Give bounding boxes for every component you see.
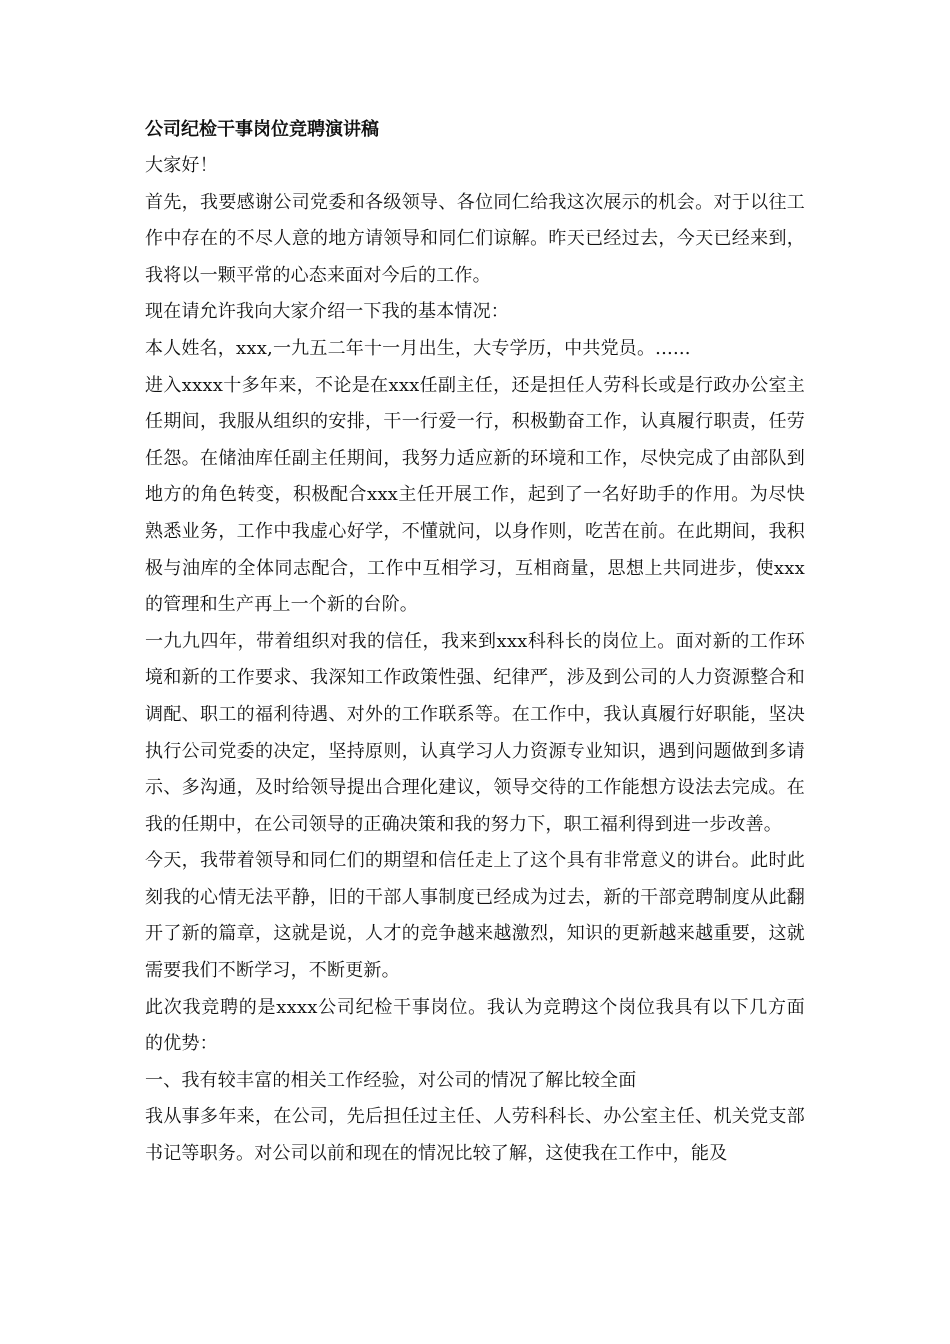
paragraph-thanks: 首先，我要感谢公司党委和各级领导、各位同仁给我这次展示的机会。对于以往工作中存在的不尽人意的地方请领导和同仁们谅解。昨天已经过去，今天已经来到，我将以一颗平常的心态来面对今后的工作。 <box>145 191 805 286</box>
paragraph-today: 今天，我带着领导和同仁们的期望和信任走上了这个具有非常意义的讲台。此时此刻我的心情无法平静，旧的干部人事制度已经成为过去，新的干部竞聘制度从此翻开了新的篇章，这就是说，人才的竞争越来越激烈，知识的更新越来越重要，这就需要我们不断学习，不断更新。 <box>145 850 805 982</box>
paragraph-section-heading-1: 一、我有较丰富的相关工作经验，对公司的情况了解比较全面 <box>145 1069 637 1091</box>
paragraph-position: 此次我竞聘的是xxxx公司纪检干事岗位。我认为竞聘这个岗位我具有以下几方面的优势： <box>145 996 805 1055</box>
paragraph-greeting: 大家好！ <box>145 155 218 176</box>
paragraph-basic-info: 本人姓名，xxx,一九五二年十一月出生，大专学历，中共党员。...... <box>145 337 691 359</box>
paragraph-experience: 进入xxxx十多年来，不论是在xxx任副主任，还是担任人劳科长或是行政办公室主任期间，我服从组织的安排，干一行爱一行，积极勤奋工作，认真履行职责，任劳任怨。在储油库任副主任期间，我努力适应新的环境和工作，尽快完成了由部队到地方的角色转变，积极配合xxx主任开展工作，起到了一名好助手的作用。为尽快熟悉业务，工作中我虚心好学，不懂就问，以身作则，吃苦在前。在此期间，我积极与油库的全体同志配合，工作中互相学习，互相商量，思想上共同进步，使xxx的管理和生产再上一个新的台阶。 <box>145 374 805 616</box>
document-title: 公司纪检干事岗位竞聘演讲稿 <box>145 119 379 140</box>
paragraph-1994: 一九九四年，带着组织对我的信任，我来到xxx科科长的岗位上。面对新的工作环境和新的工作要求、我深知工作政策性强、纪律严，涉及到公司的人力资源整合和调配、职工的福利待遇、对外的工作联系等。在工作中，我认真履行好职能，坚决执行公司党委的决定，坚持原则，认真学习人力资源专业知识，遇到问题做到多请示、多沟通，及时给领导提出合理化建议，领导交待的工作能想方设法去完成。在我的任期中，在公司领导的正确决策和我的努力下，职工福利得到进一步改善。 <box>145 630 805 835</box>
paragraph-section-body-1: 我从事多年来，在公司，先后担任过主任、人劳科科长、办公室主任、机关党支部书记等职务。对公司以前和现在的情况比较了解，这使我在工作中，能及 <box>145 1106 805 1165</box>
document-page <box>145 112 805 1173</box>
paragraph-intro: 现在请允许我向大家介绍一下我的基本情况： <box>145 301 509 323</box>
